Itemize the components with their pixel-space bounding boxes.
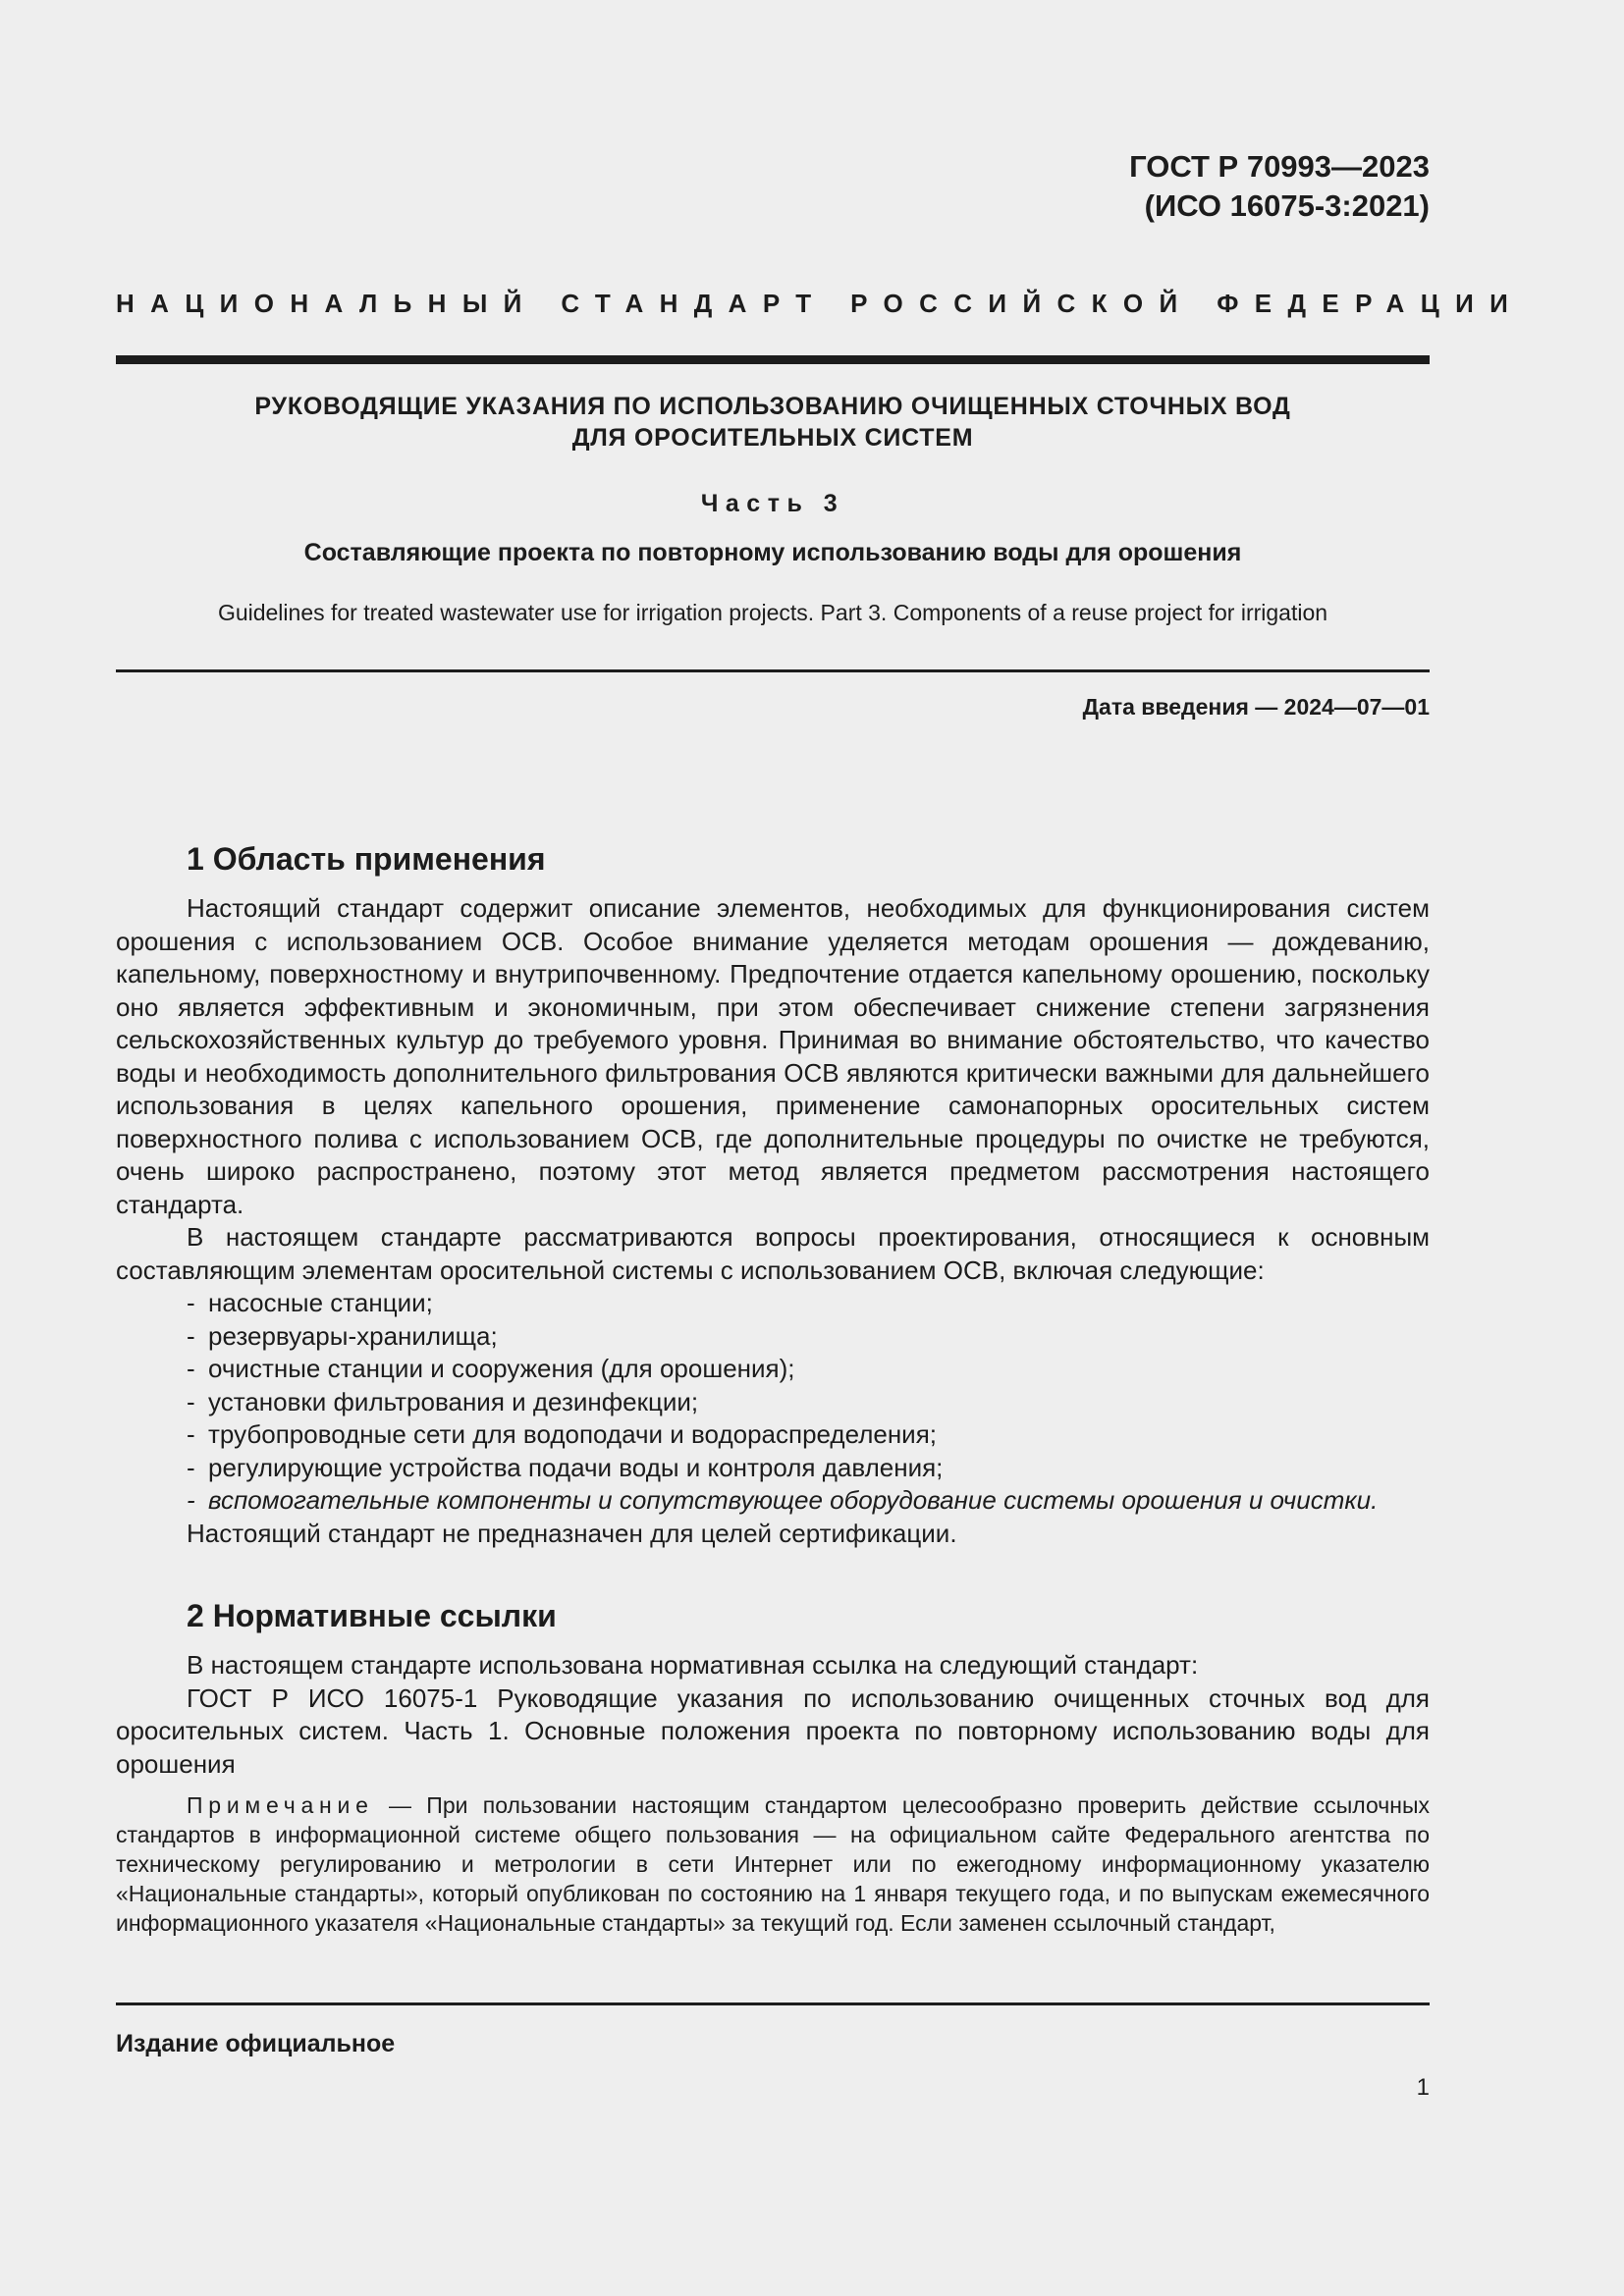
list-item: - очистные станции и сооружения (для орошения); [187, 1354, 795, 1383]
section-scope [116, 839, 1430, 1550]
part-subtitle: Составляющие проекта по повторному использованию воды для орошения [303, 539, 1242, 566]
header-divider [116, 355, 1430, 364]
reference-entry: ГОСТ Р ИСО 16075-1 Руководящие указания по использованию очищенных сточных вод для оросительных систем. Часть 1. Основные положения проекта по повторному использованию воды для орошения [116, 1682, 1430, 1779]
standard-designation [1129, 147, 1430, 226]
list-item: - насосные станции; [187, 1288, 433, 1317]
note [116, 1790, 1430, 1938]
note-text: — При пользовании настоящим стандартом целесообразно проверить действие ссылочных стандартов в информационной системе общего пользования — на официальном сайте Федерального агентства по техническому регулированию и метрологии в сети Интернет или по ежегодному информационному указателю «Национальные стандарты», который опубликован по состоянию на 1 января текущего года, и по выпускам ежемесячного информационного указателя «Национальные стандарты» за текущий год. Если заменен ссылочный стандарт, [116, 1792, 1430, 1936]
section-1-paragraph-2: В настоящем стандарте рассматриваются вопросы проектирования, относящиеся к основным составляющим элементам оросительной системы с использованием ОСВ, включая следующие: [116, 1222, 1430, 1285]
list-item: - трубопроводные сети для водоподачи и водораспределения; [187, 1419, 938, 1449]
english-title: Guidelines for treated wastewater use for irrigation projects. Part 3. Components of a reuse project for irrigation [217, 600, 1328, 625]
list-item: - вспомогательные компоненты и сопутствующее оборудование системы орошения и очистки. [187, 1485, 1379, 1515]
note-label: Примечание [187, 1792, 374, 1818]
components-list [116, 1287, 1430, 1518]
list-item: - резервуары-хранилища; [187, 1320, 498, 1351]
national-standard-banner: НАЦИОНАЛЬНЫЙ СТАНДАРТ РОССИЙСКОЙ ФЕДЕРАЦИИ [116, 289, 1525, 318]
footer-divider [116, 2002, 1430, 2005]
title-line-2: ДЛЯ ОРОСИТЕЛЬНЫХ СИСТЕМ [571, 424, 974, 452]
title-divider [116, 669, 1430, 672]
section-normative-references [116, 1596, 1430, 1938]
section-1-paragraph-3: Настоящий стандарт не предназначен для целей сертификации. [187, 1518, 957, 1548]
section-1-paragraph-1: Настоящий стандарт содержит описание элементов, необходимых для функционирования систем орошения с использованием ОСВ. Особое внимание уделяется методам орошения — дождеванию, капельному, поверхностному и внутрипочвенному. Предпочтение отдается капельному орошению, поскольку оно является эффективным и экономичным, при этом обеспечивает снижение степени загрязнения сельскохозяйственных культур до требуемого уровня. Принимая во внимание обстоятельство, что качество воды и необходимость дополнительного фильтрования ОСВ являются критически важными для дальнейшего использования в целях капельного орошения, применение самонапорных оросительных систем поверхностного полива с использованием ОСВ, где дополнительные процедуры по очистке не требуются, очень широко распространено, поэтому этот метод является предметом рассмотрения настоящего стандарта. [116, 893, 1430, 1219]
title-line-1: РУКОВОДЯЩИЕ УКАЗАНИЯ ПО ИСПОЛЬЗОВАНИЮ ОЧИЩЕННЫХ СТОЧНЫХ ВОД [254, 393, 1291, 420]
designation-number: ГОСТ Р 70993—2023 [1129, 149, 1430, 184]
designation-iso: (ИСО 16075-3:2021) [1144, 188, 1430, 223]
section-1-heading: 1 Область применения [187, 841, 546, 877]
page-number: 1 [1416, 2074, 1430, 2101]
list-item: - регулирующие устройства подачи воды и контроля давления; [187, 1452, 944, 1482]
list-item: - установки фильтрования и дезинфекции; [187, 1386, 699, 1416]
official-edition-label: Издание официальное [116, 2030, 396, 2057]
part-label: Часть 3 [700, 490, 845, 517]
section-2-heading: 2 Нормативные ссылки [187, 1598, 557, 1633]
document-title [116, 391, 1430, 454]
introduction-date: Дата введения — 2024—07—01 [1082, 694, 1430, 720]
section-2-paragraph-1: В настоящем стандарте использована нормативная ссылка на следующий стандарт: [187, 1650, 1199, 1680]
document-page [116, 0, 1525, 2296]
